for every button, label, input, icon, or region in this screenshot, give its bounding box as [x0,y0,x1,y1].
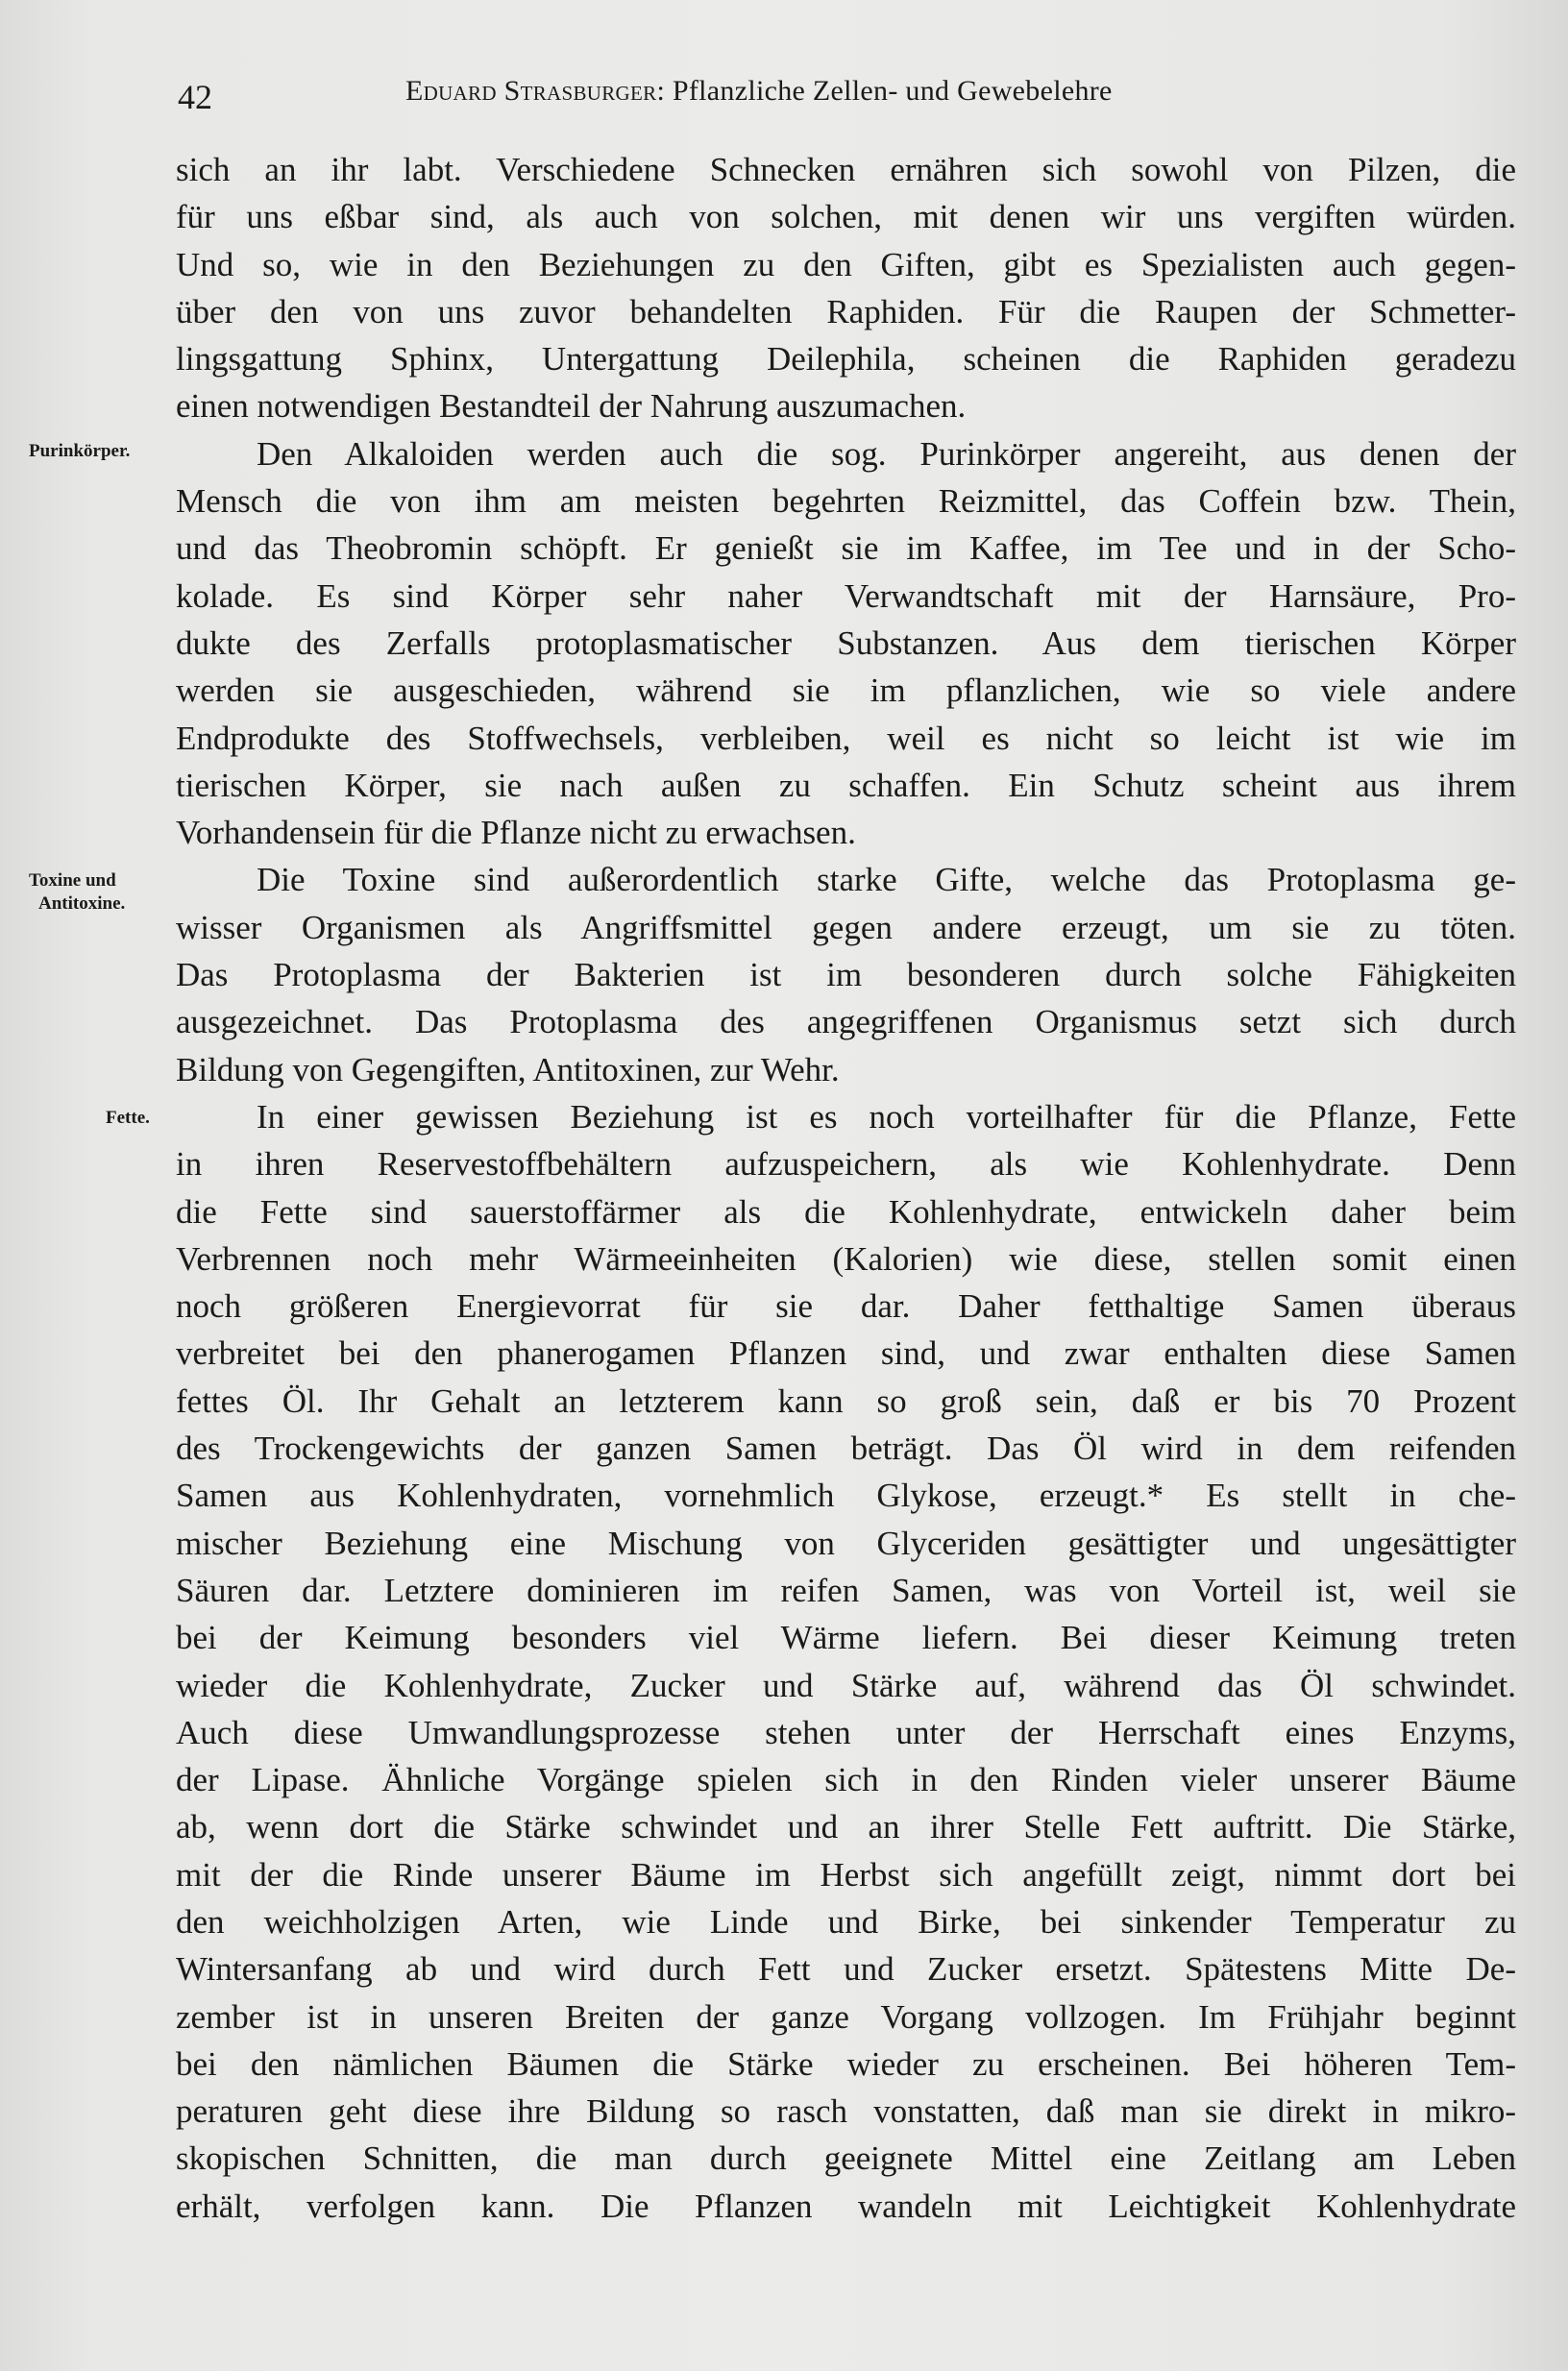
paragraph-start-toxine: Die Toxine sind außerordentlich starke Gifte, welche das Protoplasma ge- [257,861,1516,899]
text-line: den weichholzigen Arten, wie Linde und Birke, bei sinkender Temperatur zu [176,1902,1516,1941]
text-line: wisser Organismen als Angriffsmittel gegen andere erzeugt, um sie zu töten. [176,908,1516,946]
text-line: skopischen Schnitten, die man durch geeignete Mittel eine Zeitlang am Leben [176,2139,1516,2178]
text-line: Und so, wie in den Beziehungen zu den Giften, gibt es Spezialisten auch gegen- [176,245,1516,283]
text-line: erhält, verfolgen kann. Die Pflanzen wandeln mit Leichtigkeit Kohlenhydrate [176,2187,1516,2225]
text-line: bei den nämlichen Bäumen die Stärke wieder zu erscheinen. Bei höheren Tem- [176,2044,1516,2083]
margin-note-fette: Fette. [106,1108,150,1128]
text-line: ab, wenn dort die Stärke schwindet und an ihrer Stelle Fett auftritt. Die Stärke, [176,1808,1516,1846]
margin-note-purinkoerper: Purinkörper. [29,441,131,461]
text-line: peraturen geht diese ihre Bildung so rasch vonstatten, daß man sie direkt in mikro- [176,2092,1516,2131]
text-line: dukte des Zerfalls protoplasmatischer Substanzen. Aus dem tierischen Körper [176,623,1516,662]
text-line: zember ist in unseren Breiten der ganze Vorgang vollzogen. Im Frühjahr beginnt [176,1997,1516,2036]
text-line: wieder die Kohlenhydrate, Zucker und Stärke auf, während das Öl schwindet. [176,1666,1516,1704]
text-line: kolade. Es sind Körper sehr naher Verwandtschaft mit der Harnsäure, Pro- [176,576,1516,615]
body-text [176,146,1516,2230]
text-line: Mensch die von ihm am meisten begehrten Reizmittel, das Coffein bzw. Thein, [176,482,1516,521]
margin-note-toxine [29,869,163,916]
text-line: Auch diese Umwandlungsprozesse stehen unter der Herrschaft eines Enzyms, [176,1713,1516,1751]
text-line: des Trockengewichts der ganzen Samen beträgt. Das Öl wird in dem reifenden [176,1430,1516,1468]
text-line: verbreitet bei den phanerogamen Pflanzen sind, und zwar enthalten diese Samen [176,1334,1516,1373]
text-line: über den von uns zuvor behandelten Raphiden. Für die Raupen der Schmetter- [176,292,1516,330]
book-title: Pflanzliche Zellen- und Gewebelehre [672,75,1113,107]
text-line: Vorhandensein für die Pflanze nicht zu erwachsen. [176,814,856,852]
page-header [0,69,1568,117]
text-line: Säuren dar. Letztere dominieren im reifen Samen, was von Vorteil ist, weil sie [176,1571,1516,1609]
title-separator: : [656,75,673,107]
text-line: Samen aus Kohlenhydraten, vornehmlich Glykose, erzeugt.* Es stellt in che- [176,1477,1516,1515]
paragraph-start-fette: In einer gewissen Beziehung ist es noch vorteilhafter für die Pflanze, Fette [257,1097,1516,1136]
text-line: Verbrennen noch mehr Wärmeeinheiten (Kalorien) wie diese, stellen somit einen [176,1239,1516,1278]
text-line: einen notwendigen Bestandteil der Nahrung auszumachen. [176,387,967,426]
text-line: mischer Beziehung eine Mischung von Glyceriden gesättigter und ungesättigter [176,1524,1516,1562]
text-line: der Lipase. Ähnliche Vorgänge spielen sich in den Rinden vieler unserer Bäume [176,1761,1516,1799]
text-line: Das Protoplasma der Bakterien ist im besonderen durch solche Fähigkeiten [176,956,1516,994]
paragraph-start-purinkoerper: Den Alkaloiden werden auch die sog. Purinkörper angereiht, aus denen der [257,434,1516,473]
text-line: werden sie ausgeschieden, während sie im pflanzlichen, wie so viele andere [176,672,1516,710]
text-line: fettes Öl. Ihr Gehalt an letzterem kann so groß sein, daß er bis 70 Prozent [176,1381,1516,1420]
text-line: für uns eßbar sind, als auch von solchen, mit denen wir uns vergiften würden. [176,198,1516,236]
running-title [405,75,1113,108]
text-line: ausgezeichnet. Das Protoplasma des angegriffenen Organismus setzt sich durch [176,1003,1516,1041]
page-number: 42 [178,78,212,116]
text-line: sich an ihr labt. Verschiedene Schnecken ernähren sich sowohl von Pilzen, die [176,151,1516,188]
text-line: Bildung von Gegengiften, Antitoxinen, zur Wehr. [176,1050,840,1088]
margin-note-toxine-line1: Toxine und [29,870,116,891]
text-line: bei der Keimung besonders viel Wärme liefern. Bei dieser Keimung treten [176,1619,1516,1657]
text-line: Wintersanfang ab und wird durch Fett und Zucker ersetzt. Spätestens Mitte De- [176,1950,1516,1989]
text-line: in ihren Reservestoffbehältern aufzuspeichern, als wie Kohlenhydrate. Denn [176,1145,1516,1184]
text-line: mit der die Rinde unserer Bäume im Herbst sich angefüllt zeigt, nimmt dort bei [176,1855,1516,1894]
text-line: tierischen Körper, sie nach außen zu schaffen. Ein Schutz scheint aus ihrem [176,766,1516,804]
text-line: die Fette sind sauerstoffärmer als die Kohlenhydrate, entwickeln daher beim [176,1192,1516,1231]
author-name: Eduard Strasburger [405,75,657,107]
text-line: und das Theobromin schöpft. Er genießt sie im Kaffee, im Tee und in der Scho- [176,529,1516,568]
text-line: noch größeren Energievorrat für sie dar. Daher fetthaltige Samen überaus [176,1287,1516,1326]
text-line: Endprodukte des Stoffwechsels, verbleiben, weil es nicht so leicht ist wie im [176,719,1516,757]
text-line: lingsgattung Sphinx, Untergattung Deilephila, scheinen die Raphiden geradezu [176,340,1516,379]
margin-note-toxine-line2: Antitoxine. [38,893,126,914]
